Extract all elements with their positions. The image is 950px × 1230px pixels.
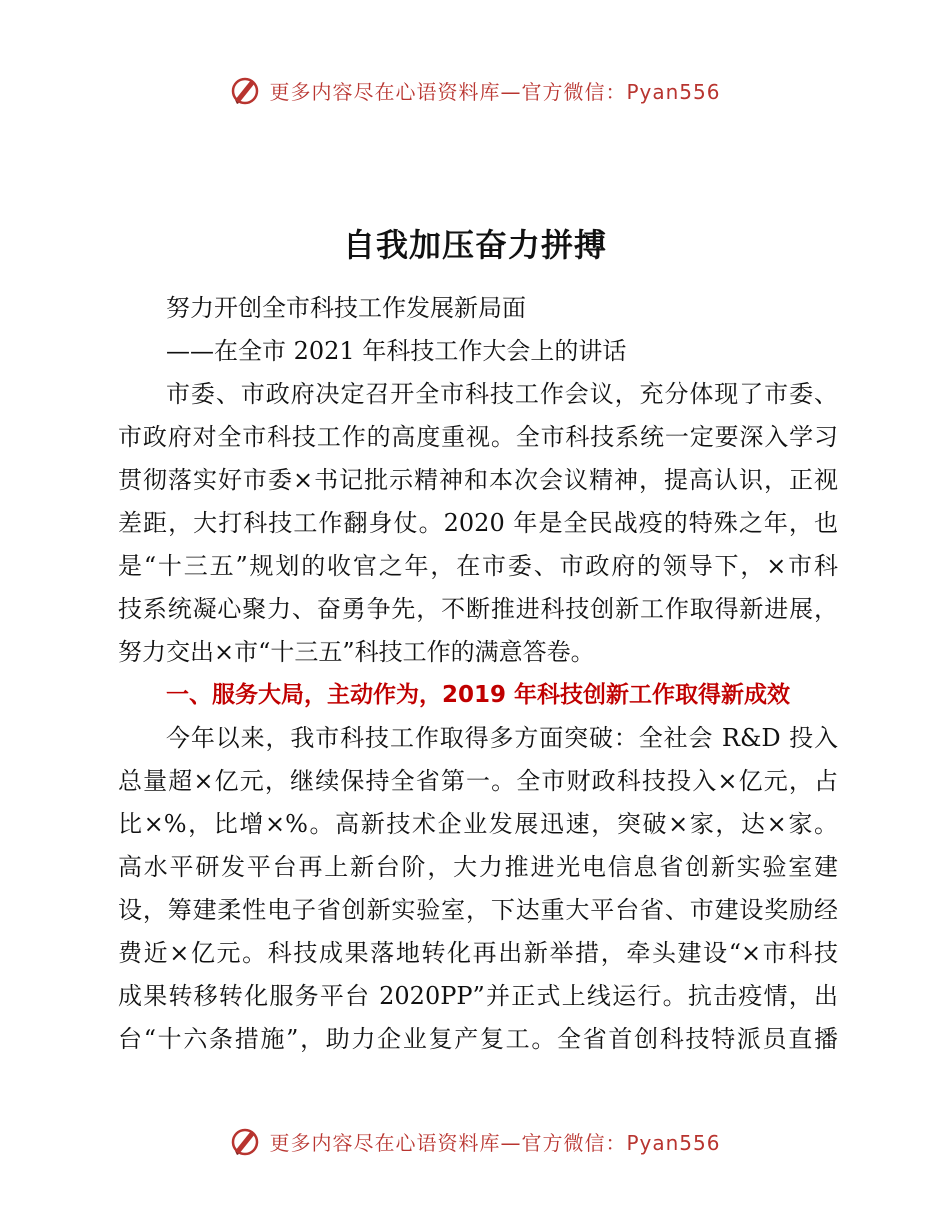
paragraph-line: 高水平研发平台再上新台阶，大力推进光电信息省创新实验室建	[118, 853, 838, 881]
paragraph-line: 今年以来，我市科技工作取得多方面突破：全社会 R&D 投入	[166, 724, 838, 752]
watermark-text: 更多内容尽在心语资料库—官方微信：Pyan556	[269, 79, 721, 104]
watermark-text: 更多内容尽在心语资料库—官方微信：Pyan556	[269, 1130, 721, 1155]
paragraph-line: 费近×亿元。科技成果落地转化再出新举措，牵头建设“×市科技	[118, 939, 838, 967]
paragraph-achievements	[118, 717, 838, 1061]
paragraph-line: 贯彻落实好市委×书记批示精神和本次会议精神，提高认识，正视	[118, 466, 838, 494]
document-title: 自我加压奋力拼搏	[342, 226, 607, 264]
section-heading-1: 一、服务大局，主动作为，2019 年科技创新工作取得新成效	[166, 682, 791, 708]
paragraph-line: 差距，大打科技工作翻身仗。2020 年是全民战疫的特殊之年，也	[118, 509, 838, 537]
paragraph-line: 市委、市政府决定召开全市科技工作会议，充分体现了市委、	[166, 380, 838, 408]
paragraph-line: 比×%，比增×%。高新技术企业发展迅速，突破×家，达×家。	[118, 810, 838, 838]
paragraph-line: 技系统凝心聚力、奋勇争先，不断推进科技创新工作取得新进展，	[118, 595, 838, 623]
paragraph-line: 成果转移转化服务平台 2020PP”并正式上线运行。抗击疫情，出	[118, 982, 838, 1010]
watermark-top	[0, 70, 950, 110]
document-subtitle-speech: ——在全市 2021 年科技工作大会上的讲话	[166, 337, 627, 365]
paragraph-line: 努力交出×市“十三五”科技工作的满意答卷。	[118, 638, 595, 666]
pen-logo-icon	[229, 74, 261, 106]
paragraph-intro	[118, 373, 838, 674]
document-subtitle: 努力开创全市科技工作发展新局面	[166, 294, 526, 322]
paragraph-line: 是“十三五”规划的收官之年，在市委、市政府的领导下，×市科	[118, 552, 838, 580]
paragraph-line: 总量超×亿元，继续保持全省第一。全市财政科技投入×亿元，占	[118, 767, 838, 795]
watermark-bottom	[0, 1121, 950, 1161]
paragraph-line: 市政府对全市科技工作的高度重视。全市科技系统一定要深入学习	[118, 423, 838, 451]
pen-logo-icon	[229, 1125, 261, 1157]
document-body	[118, 287, 838, 1061]
paragraph-line: 台“十六条措施”，助力企业复产复工。全省首创科技特派员直播	[118, 1025, 838, 1053]
paragraph-line: 设，筹建柔性电子省创新实验室，下达重大平台省、市建设奖励经	[118, 896, 838, 924]
